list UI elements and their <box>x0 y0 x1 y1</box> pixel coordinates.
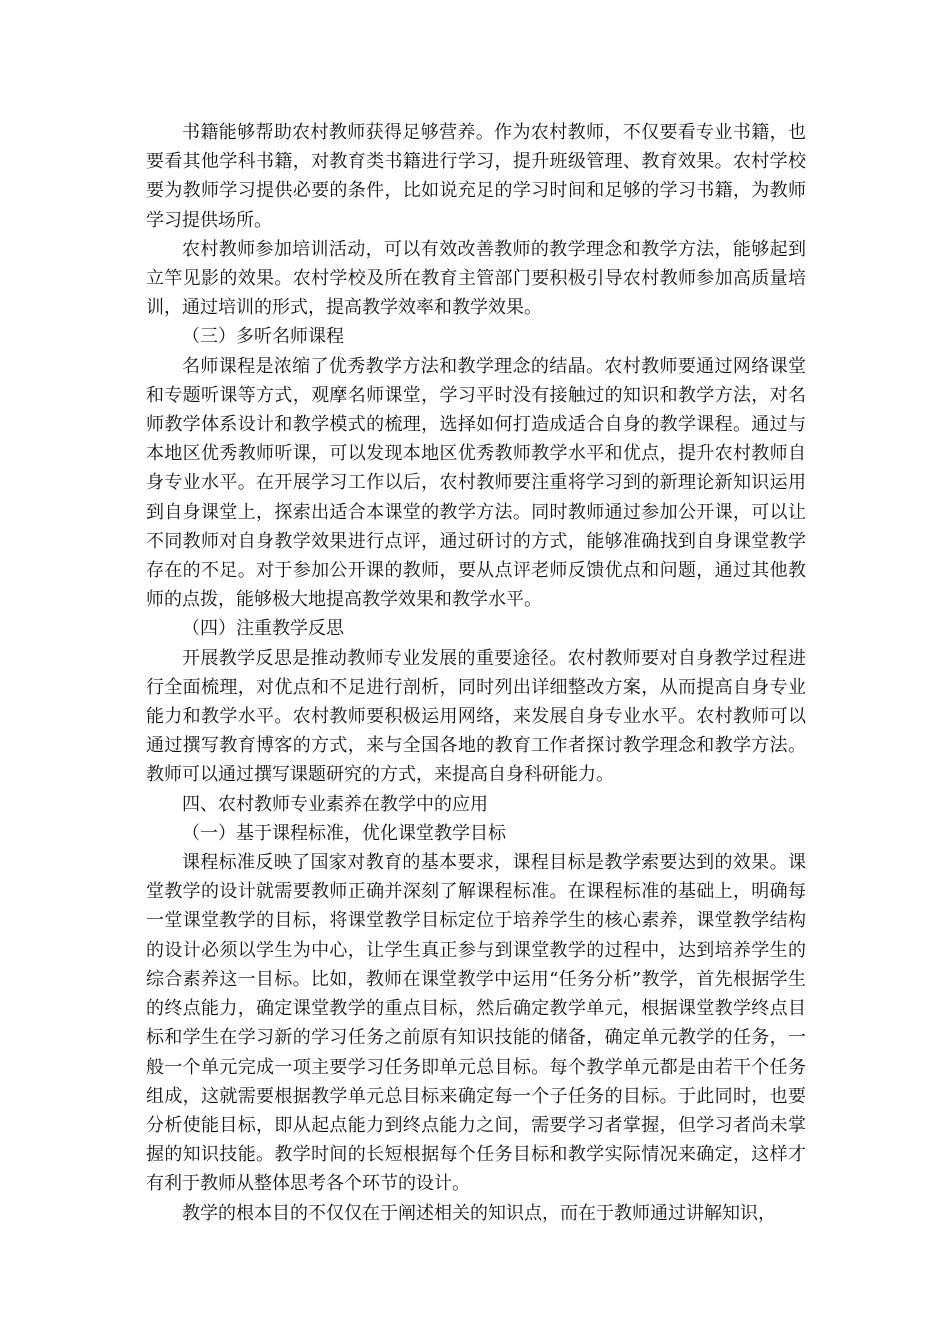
subheading-listen-courses: （三）多听名师课程 <box>182 326 344 348</box>
paragraph-reflection: 开展教学反思是推动教师专业发展的重要途径。农村教师要对自身教学过程进行全面梳理，对优点和不足进行剖析，同时列出详细整改方案，从而提高自身专业能力和教学水平。农村教师要积极运用网络，来发展自身专业水平。农村教师可以通过撰写教育博客的方式，来与全国各地的教育工作者探讨教学理念和教学方法。教师可以通过撰写课题研究的方式，来提高自身科研能力。 <box>146 647 806 786</box>
paragraph-curriculum-standards: 课程标准反映了国家对教育的基本要求，课程目标是教学索要达到的效果。课堂教学的设计就需要教师正确并深刻了解课程标准。在课程标准的基础上，明确每一堂课堂教学的目标，将课堂教学目标定位于培养学生的核心素养，课堂教学结构的设计必须以学生为中心，让学生真正参与到课堂教学的过程中，达到培养学生的综合素养这一目标。比如，教师在课堂教学中运用“任务分析”教学，首先根据学生的终点能力，确定课堂教学的重点目标，然后确定教学单元，根据课堂教学终点目标和学生在学习新的学习任务之前原有知识技能的储备，确定单元教学的任务，一般一个单元完成一项主要学习任务即单元总目标。每个教学单元都是由若干个任务组成，这就需要根据教学单元总目标来确定每一个子任务的目标。于此同时，也要分析使能目标，即从起点能力到终点能力之间，需要学习者掌握，但学习者尚未掌握的知识技能。教学时间的长短根据每个任务目标和教学实际情况来确定，这样才有利于教师从整体思考各个环节的设计。 <box>146 852 806 1195</box>
subheading-curriculum-standards: （一）基于课程标准，优化课堂教学目标 <box>182 822 506 844</box>
paragraph-books: 书籍能够帮助农村教师获得足够营养。作为农村教师，不仅要看专业书籍，也要看其他学科书籍，对教育类书籍进行学习，提升班级管理、教育效果。农村学校要为教师学习提供必要的条件，比如说充足的学习时间和足够的学习书籍，为教师学习提供场所。 <box>146 122 806 231</box>
paragraph-famous-teacher-courses: 名师课程是浓缩了优秀教学方法和教学理念的结晶。农村教师要通过网络课堂和专题听课等方式，观摩名师课堂，学习平时没有接触过的知识和教学方法，对名师教学体系设计和教学模式的梳理，选择如何打造成适合自身的教学课程。通过与本地区优秀教师听课，可以发现本地区优秀教师教学水平和优点，提升农村教师自身专业水平。在开展学习工作以后，农村教师要注重将学习到的新理论新知识运用到自身课堂上，探索出适合本课堂的教学方法。同时教师通过参加公开课，可以让不同教师对自身教学效果进行点评，通过研讨的方式，能够准确找到自身课堂教学存在的不足。对于参加公开课的教师，要从点评老师反馈优点和问题，通过其他教师的点拨，能够极大地提高教学效果和教学水平。 <box>146 355 806 611</box>
section-heading-application: 四、农村教师专业素养在教学中的应用 <box>182 793 488 815</box>
subheading-reflection: （四）注重教学反思 <box>182 618 344 640</box>
document-body <box>146 118 806 1228</box>
paragraph-training: 农村教师参加培训活动，可以有效改善教师的教学理念和教学方法，能够起到立竿见影的效果。农村学校及所在教育主管部门要积极引导农村教师参加高质量培训，通过培训的形式，提高教学效率和教学效果。 <box>146 238 806 319</box>
paragraph-teaching-purpose: 教学的根本目的不仅仅在于阐述相关的知识点，而在于教师通过讲解知识， <box>182 1202 776 1224</box>
